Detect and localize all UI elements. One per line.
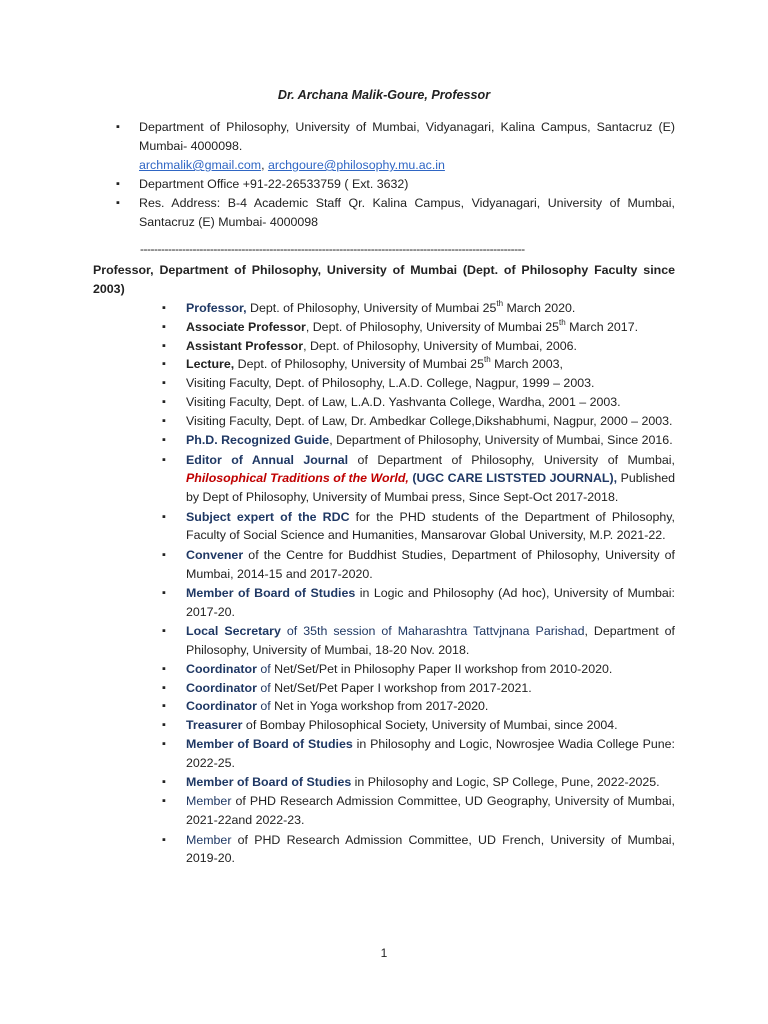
role-text: in Philosophy and Logic, SP College, Pune, 2022-2025.: [351, 775, 660, 790]
page-title: Dr. Archana Malik-Goure, Professor: [277, 88, 491, 102]
role-text: Visiting Faculty, Dept. of Law, L.A.D. Yashvanta College, Wardha, 2001 – 2003.: [186, 394, 621, 409]
role-item: [162, 697, 675, 716]
role-item: [162, 431, 675, 450]
email-separator: ,: [261, 158, 268, 172]
contact-address: [116, 118, 675, 175]
role-qualifier: of: [256, 680, 271, 695]
role-item: [162, 374, 675, 393]
role-text-continued: March 2003,: [490, 357, 563, 372]
role-title: Professor,: [186, 301, 247, 315]
role-title: Editor of Annual Journal: [186, 452, 349, 467]
role-item: [162, 622, 675, 660]
role-item: [162, 792, 675, 830]
role-item: [162, 679, 675, 698]
role-text: of PHD Research Admission Committee, UD Geography, University of Mumbai, 2021-22and 2022-23.: [186, 794, 675, 828]
contact-office: ▪ Department Office +91-22-26533759 ( Ext. 3632): [116, 175, 675, 194]
role-item: [162, 508, 675, 546]
role-item: [162, 773, 675, 792]
role-text: Visiting Faculty, Dept. of Philosophy, L.A.D. College, Nagpur, 1999 – 2003.: [186, 376, 595, 391]
ordinal-suffix: th: [496, 298, 504, 308]
role-text: in Philosophy and Logic, Nowrosjee Wadia College Pune: 2022-25.: [186, 737, 675, 771]
role-text: , Department of Philosophy, University of Mumbai, Since 2016.: [329, 433, 673, 448]
role-text: Net in Yoga workshop from 2017-2020.: [270, 699, 489, 714]
role-qualifier: Member: [186, 832, 232, 847]
role-text: Dept. of Philosophy, University of Mumbai 25: [246, 301, 497, 315]
role-text: Dept. of Philosophy, University of Mumbai 25: [234, 357, 484, 372]
role-item: [162, 716, 675, 735]
role-title: Associate Professor: [186, 319, 306, 334]
role-item: [162, 393, 675, 412]
email-link-university[interactable]: archgoure@philosophy.mu.ac.in: [267, 158, 445, 172]
role-title: Member of Board of Studies: [186, 775, 352, 790]
role-text: , Dept. of Philosophy, University of Mumbai 25: [305, 319, 560, 334]
role-title: Treasurer: [186, 718, 243, 733]
role-text: Visiting Faculty, Dept. of Law, Dr. Ambedkar College,Dikshabhumi, Nagpur, 2000 – 2003.: [186, 413, 673, 428]
dashed-divider: --------------------------------------------------------------------------------------------------------------: [140, 242, 525, 256]
role-text: , Department of Philosophy, University of Mumbai, 18-20 Nov. 2018.: [186, 624, 676, 657]
role-item: [162, 337, 675, 356]
role-title: Member of Board of Studies: [186, 737, 353, 752]
role-text-continued: March 2017.: [565, 319, 639, 334]
role-title: Local Secretary: [186, 624, 281, 639]
section-heading: Professor, Department of Philosophy, University of Mumbai (Dept. of Philosophy Faculty since 2003): [93, 263, 675, 296]
role-text: of PHD Research Admission Committee, UD French, University of Mumbai, 2019-20.: [186, 832, 675, 866]
ordinal-suffix: th: [559, 317, 566, 327]
role-item: [162, 299, 675, 318]
journal-name: Philosophical Traditions of the World,: [186, 471, 409, 486]
role-item: [162, 831, 675, 869]
page-number: 1: [380, 946, 388, 960]
role-text: Net/Set/Pet Paper I workshop from 2017-2021.: [270, 680, 532, 695]
role-text: for the PHD students of the Department of Philosophy, Faculty of Social Science and Humanities, Mansarovar Global University, M.P. 2021-22.: [186, 509, 676, 543]
role-item: [162, 412, 675, 431]
role-title: Coordinator: [186, 680, 257, 695]
role-item: [162, 546, 675, 584]
role-qualifier: of: [256, 699, 271, 714]
role-qualifier: of: [256, 661, 271, 676]
journal-note: (UGC CARE LISTSTED JOURNAL),: [408, 471, 618, 486]
role-title: Assistant Professor: [186, 338, 304, 353]
role-text: of Bombay Philosophical Society, University of Mumbai, since 2004.: [242, 718, 618, 733]
contact-residence: ▪ Res. Address: B-4 Academic Staff Qr. Kalina Campus, Vidyanagari, University of Mumbai, Santacruz (E) Mumbai- 4000098: [116, 194, 675, 232]
role-item: [162, 355, 675, 374]
role-item: [162, 451, 675, 507]
role-title: Coordinator: [186, 661, 257, 676]
roles-list: [162, 299, 675, 868]
role-text: of the Centre for Buddhist Studies, Department of Philosophy, University of Mumbai, 2014-15 and 2017-2020.: [186, 547, 675, 581]
role-item: [162, 584, 675, 622]
address-text: Department of Philosophy, University of Mumbai, Vidyanagari, Kalina Campus, Santacruz (E) Mumbai- 4000098.: [139, 120, 675, 153]
role-title: Ph.D. Recognized Guide: [186, 433, 330, 448]
role-item: [162, 660, 675, 679]
role-text: of Department of Philosophy, University of Mumbai,: [348, 452, 675, 467]
contact-list: [116, 118, 675, 232]
role-text: in Logic and Philosophy (Ad hoc), University of Mumbai: 2017-20.: [186, 585, 675, 619]
email-link-gmail[interactable]: archmalik@gmail.com: [139, 158, 262, 172]
role-qualifier: of 35th session of Maharashtra Tattvjnana Parishad: [280, 624, 585, 639]
role-text: , Dept. of Philosophy, University of Mumbai, 2006.: [303, 338, 577, 353]
role-title: Convener: [186, 547, 244, 562]
role-qualifier: Member: [186, 794, 232, 809]
ordinal-suffix: th: [483, 355, 491, 365]
role-title: Subject expert of the RDC: [186, 509, 350, 524]
role-item: [162, 735, 675, 773]
role-text: Net/Set/Pet in Philosophy Paper II workshop from 2010-2020.: [270, 661, 613, 676]
role-text-continued: Published by Dept of Philosophy, University of Mumbai press, Since Sept-Oct 2017-2018.: [186, 471, 675, 505]
role-title: Coordinator: [186, 699, 257, 714]
role-item: [162, 318, 675, 337]
role-text-continued: March 2020.: [503, 301, 576, 315]
role-title: Member of Board of Studies: [186, 585, 356, 600]
role-title: Lecture,: [186, 357, 235, 372]
